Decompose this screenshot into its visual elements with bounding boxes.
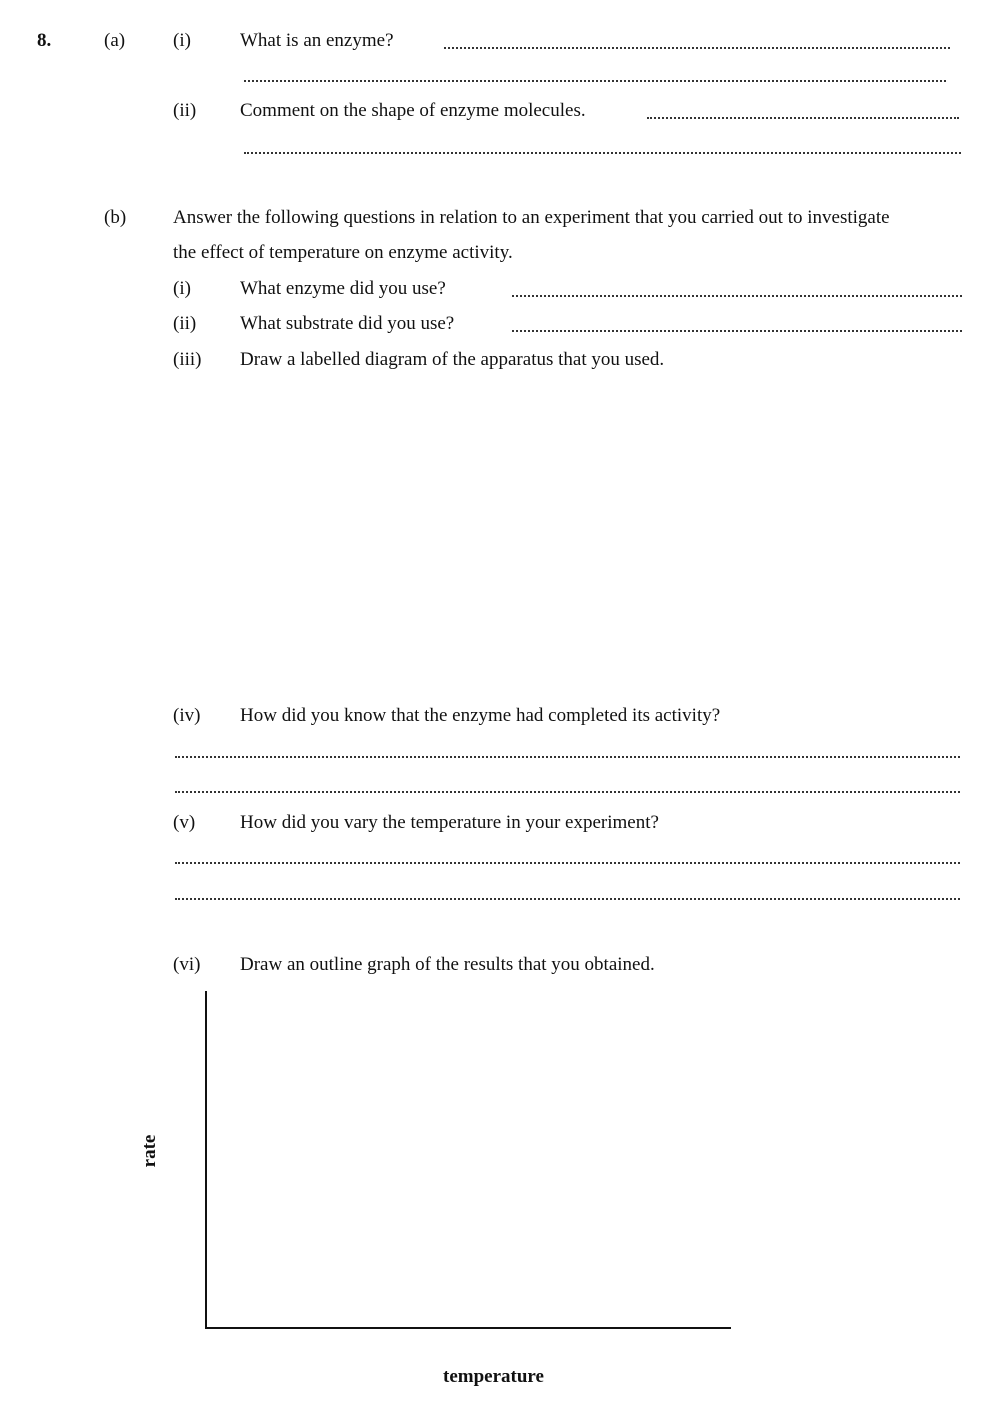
part-b-i-question: What enzyme did you use? — [240, 278, 446, 299]
answer-line[interactable] — [175, 756, 960, 758]
answer-line[interactable] — [647, 117, 959, 119]
part-b-label: (b) — [104, 207, 127, 228]
question-number: 8. — [37, 30, 52, 51]
answer-line[interactable] — [244, 152, 961, 154]
part-b-iii-question: Draw a labelled diagram of the apparatus that you used. — [240, 349, 665, 370]
graph-drawing-area[interactable] — [208, 991, 730, 1326]
part-b-vi-label: (vi) — [173, 954, 201, 975]
graph-x-axis — [205, 1327, 731, 1329]
part-b-v-question: How did you vary the temperature in your experiment? — [240, 812, 659, 833]
graph-y-axis — [205, 991, 207, 1329]
part-a-ii-label: (ii) — [173, 100, 197, 121]
answer-line[interactable] — [444, 47, 950, 49]
part-a-ii-question: Comment on the shape of enzyme molecules. — [240, 100, 586, 121]
answer-line[interactable] — [512, 295, 962, 297]
part-b-i-label: (i) — [173, 278, 191, 299]
answer-line[interactable] — [175, 898, 960, 900]
part-b-iv-label: (iv) — [173, 705, 201, 726]
answer-line[interactable] — [512, 330, 962, 332]
part-a-i-question: What is an enzyme? — [240, 30, 394, 51]
answer-line[interactable] — [175, 791, 960, 793]
part-b-intro-continued: the effect of temperature on enzyme activity. — [173, 242, 513, 263]
graph-x-label: temperature — [443, 1366, 544, 1387]
diagram-drawing-area[interactable] — [173, 380, 963, 700]
part-b-intro: Answer the following questions in relation to an experiment that you carried out to investigate — [173, 207, 890, 228]
answer-line[interactable] — [175, 862, 960, 864]
part-b-iii-label: (iii) — [173, 349, 202, 370]
part-b-ii-label: (ii) — [173, 313, 197, 334]
answer-line[interactable] — [244, 80, 946, 82]
part-b-iv-question: How did you know that the enzyme had completed its activity? — [240, 705, 721, 726]
part-b-vi-question: Draw an outline graph of the results that you obtained. — [240, 954, 655, 975]
part-a-label: (a) — [104, 30, 126, 51]
part-b-ii-question: What substrate did you use? — [240, 313, 455, 334]
part-a-i-label: (i) — [173, 30, 191, 51]
part-b-v-label: (v) — [173, 812, 196, 833]
graph-y-label: rate — [139, 1134, 160, 1168]
